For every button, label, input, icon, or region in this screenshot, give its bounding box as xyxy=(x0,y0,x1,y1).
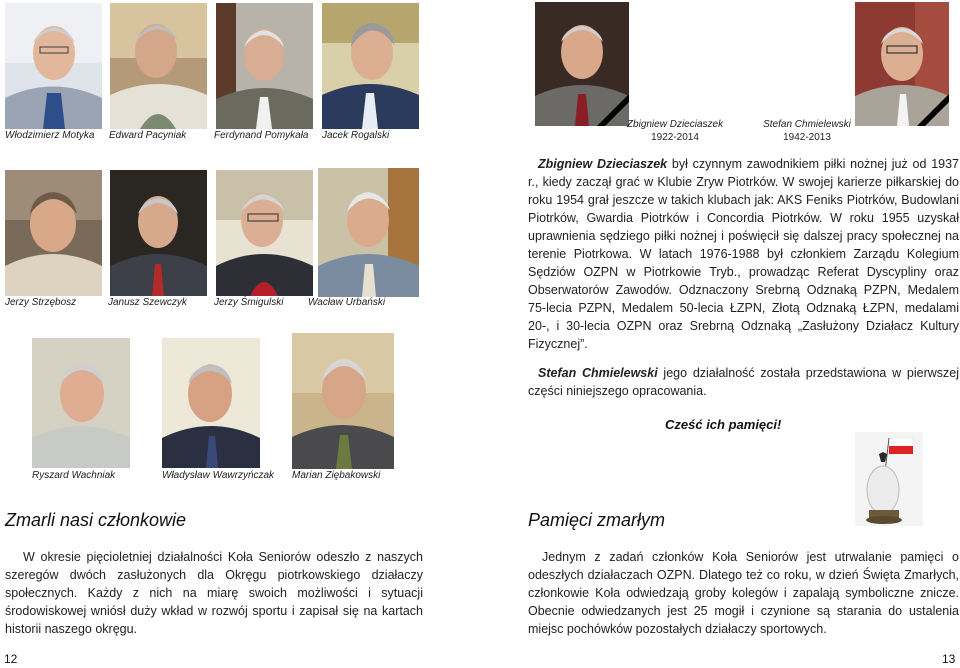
caption-zbigniew-dzieciaszek xyxy=(620,118,730,144)
stefan-paragraph xyxy=(528,364,959,400)
caption-stefan-chmielewski xyxy=(752,118,862,144)
photo-stefan-chmielewski xyxy=(855,2,949,126)
right-heading: Pamięci zmarłym xyxy=(528,510,666,530)
deceased-years-2: 1942-2013 xyxy=(783,132,831,143)
caption-row1-4: Jacek Rogalski xyxy=(322,130,390,141)
photo-jerzy-smigulski xyxy=(216,170,313,296)
photo-waclaw-urbanski xyxy=(318,168,419,297)
photo-ferdynand-pomykala xyxy=(216,3,313,129)
salute-text: Cześć ich pamięci! xyxy=(665,417,782,432)
photo-wladyslaw-wawrzynczak xyxy=(162,338,260,468)
photo-zbigniew-dzieciaszek xyxy=(535,2,629,126)
caption-row1-2: Edward Pacyniak xyxy=(109,130,187,141)
right-paragraph: Jednym z zadań członków Koła Seniorów jest utrwalanie pamięci o odeszłych działaczach OZPN. Dlatego też co roku, w dzień Święta Zmarłych, członkowie Koła odwiedzają groby kolegów i zapalają symboliczne znicze. Obecnie odwiedzanych jest 25 mogił i czynione są starania do ustalenia miejsc pochówków pozostałych działaczy sportowych. xyxy=(528,550,959,636)
caption-row3-3: Marian Ziębakowski xyxy=(292,470,381,481)
caption-row1-1: Włodzimierz Motyka xyxy=(5,130,95,141)
deceased-years-1: 1922-2014 xyxy=(651,132,699,143)
photo-janusz-szewczyk xyxy=(110,170,207,296)
page-number-right: 13 xyxy=(942,652,956,666)
photo-marian-ziebakowski xyxy=(292,333,394,469)
left-paragraph: W okresie pięcioletniej działalności Koła Seniorów odeszło z naszych szeregów dwóch zasłużonych dla Okręgu piotrkowskiego działaczy społecznych. Każdy z nich na miarę swoich możliwości i sytuacji środowiskowej wniósł duży wkład w rozwój sportu i zapisał się na kartach historii naszego okręgu. xyxy=(5,550,423,636)
photo-ryszard-wachniak xyxy=(32,338,130,468)
bio-paragraph xyxy=(528,155,959,353)
photo-jerzy-strzebosz xyxy=(5,170,102,296)
caption-row3-2: Władysław Wawrzyńczak xyxy=(162,470,275,481)
photo-jacek-rogalski xyxy=(322,3,419,129)
deceased-name-2: Stefan Chmielewski xyxy=(763,119,851,130)
stefan-text: jego działalność została przedstawiona w pierwszej części niniejszego opracowania. xyxy=(528,366,959,398)
caption-row2-4: Wacław Urbański xyxy=(308,297,386,308)
left-heading: Zmarli nasi członkowie xyxy=(5,510,187,530)
bio-name: Zbigniew Dzieciaszek xyxy=(538,157,668,171)
page-number-left: 12 xyxy=(4,652,18,666)
caption-row2-3: Jerzy Śmigulski xyxy=(214,297,284,308)
bio-text: był czynnym zawodnikiem piłki nożnej już od 1937 r., kiedy zaczął grać w Klubie Zryw Piotrków. W swojej karierze piłkarskiej do roku 1954 grał jeszcze w takich klubach jak: AKS Feniks Piotrków, Budowlani Piotrków, Gwardia Piotrków i Concordia Piotrków. W roku 1955 uzyskał uprawnienia sędziego piłki nożnej i poświęcił się dalszej pracy społecznej na terenie Piotrkowa. W latach 1976-1988 był członkiem Zarządu Kolegium Sędziów OZPN w Piotrkowie Tryb., prowadząc Referat Dyscypliny oraz Obserwatorów Zawodów. Odznaczony Srebrną Odznaką PZPN, Medalem 75-lecia PZPN, Medalem 50-lecia ŁZPN, Złotą Odznaką ŁZPN, medalami 20-, i 30-lecia OZPN oraz Srebrną Odznaką „Zasłużony Działacz Kultury Fizycznej”. xyxy=(528,157,960,351)
deceased-name-1: Zbigniew Dzieciaszek xyxy=(626,119,724,130)
caption-row3-1: Ryszard Wachniak xyxy=(32,470,116,481)
candle-flag-image xyxy=(855,432,923,526)
caption-row2-1: Jerzy Strzębosz xyxy=(5,297,77,308)
photo-wlodzimierz-motyka xyxy=(5,3,102,129)
stefan-name: Stefan Chmielewski xyxy=(538,366,658,380)
photo-edward-pacyniak xyxy=(110,3,207,129)
caption-row1-3: Ferdynand Pomykała xyxy=(214,130,309,141)
caption-row2-2: Janusz Szewczyk xyxy=(108,297,187,308)
